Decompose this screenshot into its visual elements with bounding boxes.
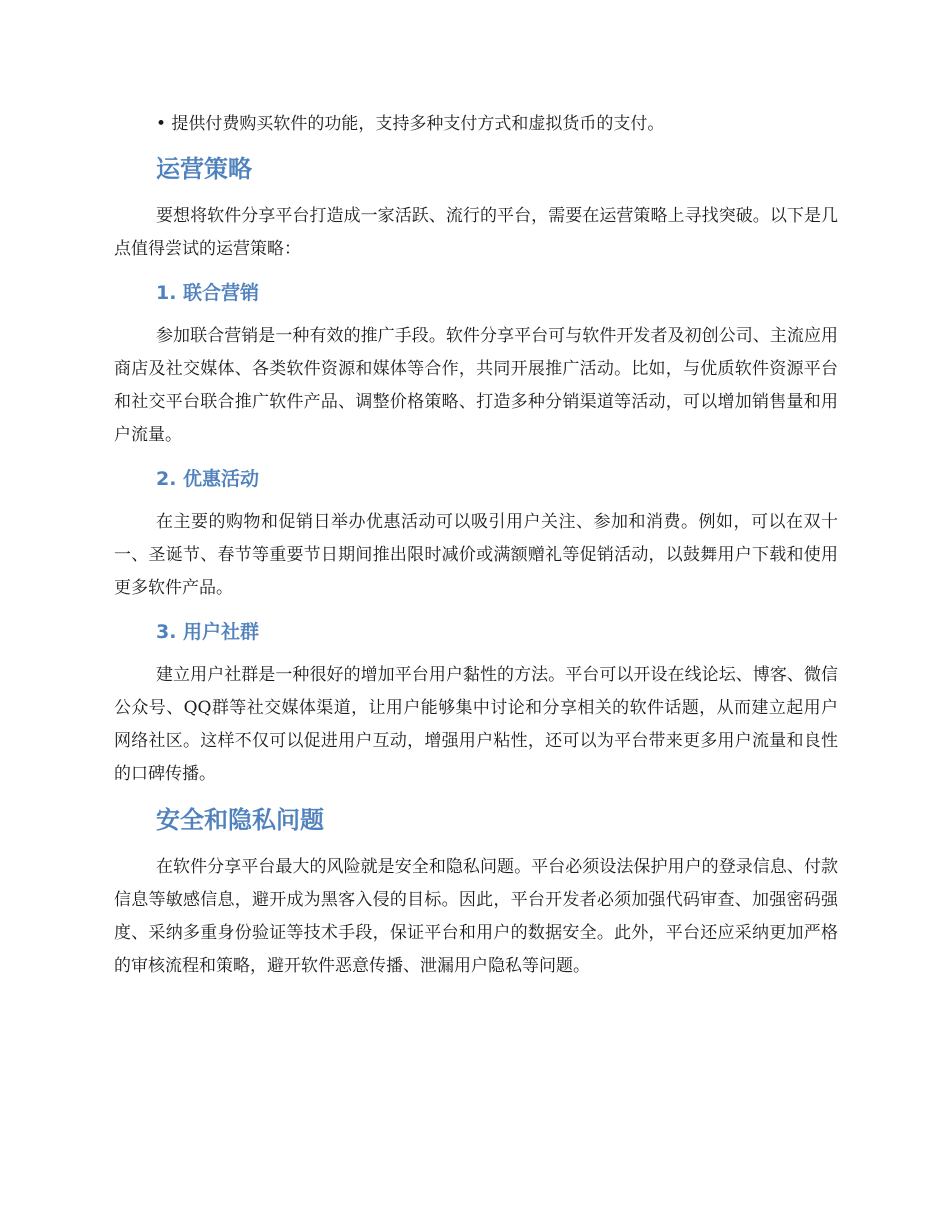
document-content	[114, 108, 838, 983]
subsection-heading-promotions: 2. 优惠活动	[156, 468, 260, 490]
section-heading-security-privacy: 安全和隐私问题	[156, 806, 324, 834]
subsection-text-user-community: 建立用户社群是一种很好的增加平台用户黏性的方法。平台可以开设在线论坛、博客、微信公众号、QQ群等社交媒体渠道，让用户能够集中讨论和分享相关的软件话题，从而建立起用户网络社区。这样不仅可以促进用户互动，增强用户粘性，还可以为平台带来更多用户流量和良性的口碑传播。	[114, 665, 838, 784]
section-intro-security-privacy: 在软件分享平台最大的风险就是安全和隐私问题。平台必须设法保护用户的登录信息、付款信息等敏感信息，避开成为黑客入侵的目标。因此，平台开发者必须加强代码审查、加强密码强度、采纳多重身份验证等技术手段，保证平台和用户的数据安全。此外，平台还应采纳更加严格的审核流程和策略，避开软件恶意传播、泄漏用户隐私等问题。	[114, 857, 838, 976]
bullet-item: • 提供付费购买软件的功能，支持多种支付方式和虚拟货币的支付。	[156, 114, 665, 134]
subsection-text-joint-marketing: 参加联合营销是一种有效的推广手段。软件分享平台可与软件开发者及初创公司、主流应用商店及社交媒体、各类软件资源和媒体等合作，共同开展推广活动。比如，与优质软件资源平台和社交平台联合推广软件产品、调整价格策略、打造多种分销渠道等活动，可以增加销售量和用户流量。	[114, 326, 838, 445]
section-heading-operations: 运营策略	[156, 155, 252, 183]
subsection-text-promotions: 在主要的购物和促销日举办优惠活动可以吸引用户关注、参加和消费。例如，可以在双十一、圣诞节、春节等重要节日期间推出限时减价或满额赠礼等促销活动，以鼓舞用户下载和使用更多软件产品。	[114, 512, 838, 598]
subsection-heading-user-community: 3. 用户社群	[156, 621, 260, 643]
subsection-heading-joint-marketing: 1. 联合营销	[156, 282, 260, 304]
section-intro-operations: 要想将软件分享平台打造成一家活跃、流行的平台，需要在运营策略上寻找突破。以下是几点值得尝试的运营策略：	[114, 206, 838, 259]
